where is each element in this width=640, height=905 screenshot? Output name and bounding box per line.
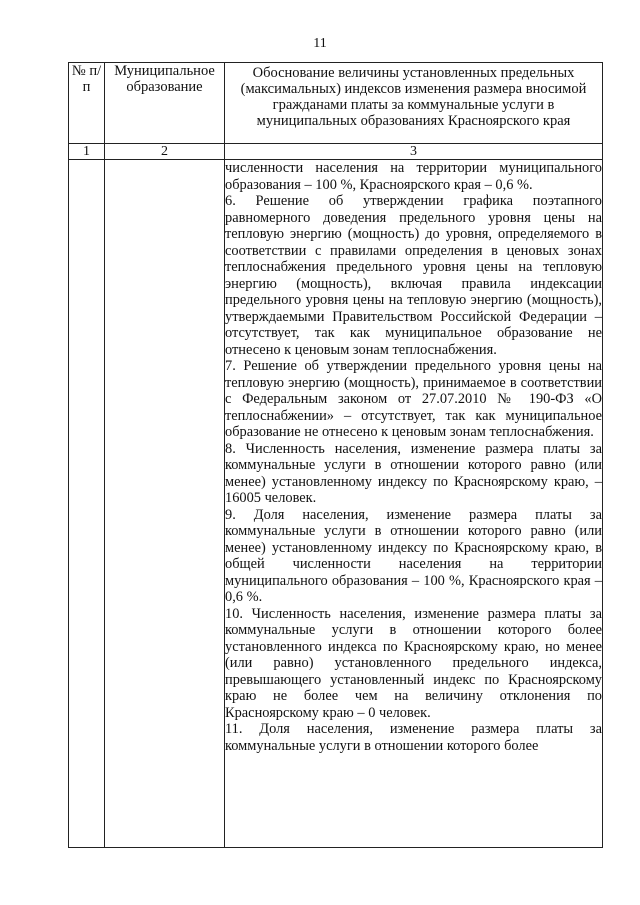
header-number: № п/п [69,63,105,144]
header-justification: Обоснование величины установленных предельных (максимальных) индексов изменения размера вносимой гражданами платы за коммунальные услуги в муниципальных образованиях Красноярского края [225,63,603,144]
paragraph-6: 6. Решение об утверждении графика поэтапного равномерного доведения предельного уровня цены на тепловую энергию (мощность) до уровня, определяемого в соответствии с правилами определения в ценовых зонах теплоснабжения предельного уровня цены на тепловую энергию (мощность), включая правила индексации предельного уровня цены на тепловую энергию (мощность), утверждаемыми Правительством Российской Федерации – отсутствует, так как муниципальное образование не отнесено к ценовым зонам теплоснабжения. [225,193,602,358]
paragraph-continuation: численности населения на территории муниципального образования – 100 %, Красноярского края – 0,6 %. [225,160,602,193]
table-header-row [69,63,603,144]
paragraph-10: 10. Численность населения, изменение размера платы за коммунальные услуги в отношении которого более установленного индекса по Красноярскому краю, но менее (или равно) установленного предельного индекса, превышающего установленный индекс по Красноярскому краю не более чем на величину отклонения по Красноярскому краю – 0 человек. [225,605,602,721]
paragraph-9: 9. Доля населения, изменение размера платы за коммунальные услуги в отношении которого равно (или менее) установленному индексу по Красноярскому краю, в общей численности населения на территории муниципального образования – 100 %, Красноярского края –0,6 %. [225,506,602,605]
column-number-1: 1 [69,144,105,160]
table-row [69,160,603,848]
paragraph-7: 7. Решение об утверждении предельного уровня цены на тепловую энергию (мощность), принимаемое в соответствии с Федеральным законом от 27.07.2010 № 190-ФЗ «О теплоснабжении» – отсутствует, так как муниципальное образование не отнесено к ценовым зонам теплоснабжения. [225,358,602,440]
column-number-row [69,144,603,160]
cell-municipality [105,160,225,848]
paragraph-11: 11. Доля населения, изменение размера платы за коммунальные услуги в отношении которого более [225,721,602,754]
cell-justification [225,160,603,848]
page-number: 11 [313,36,327,51]
column-number-2: 2 [105,144,225,160]
header-municipality: Муниципальное образование [105,63,225,144]
justification-table [68,62,603,848]
column-number-3: 3 [225,144,603,160]
paragraph-8: 8. Численность населения, изменение размера платы за коммунальные услуги в отношении которого равно (или менее) установленному индексу по Красноярскому краю, – 16005 человек. [225,440,602,506]
cell-number [69,160,105,848]
